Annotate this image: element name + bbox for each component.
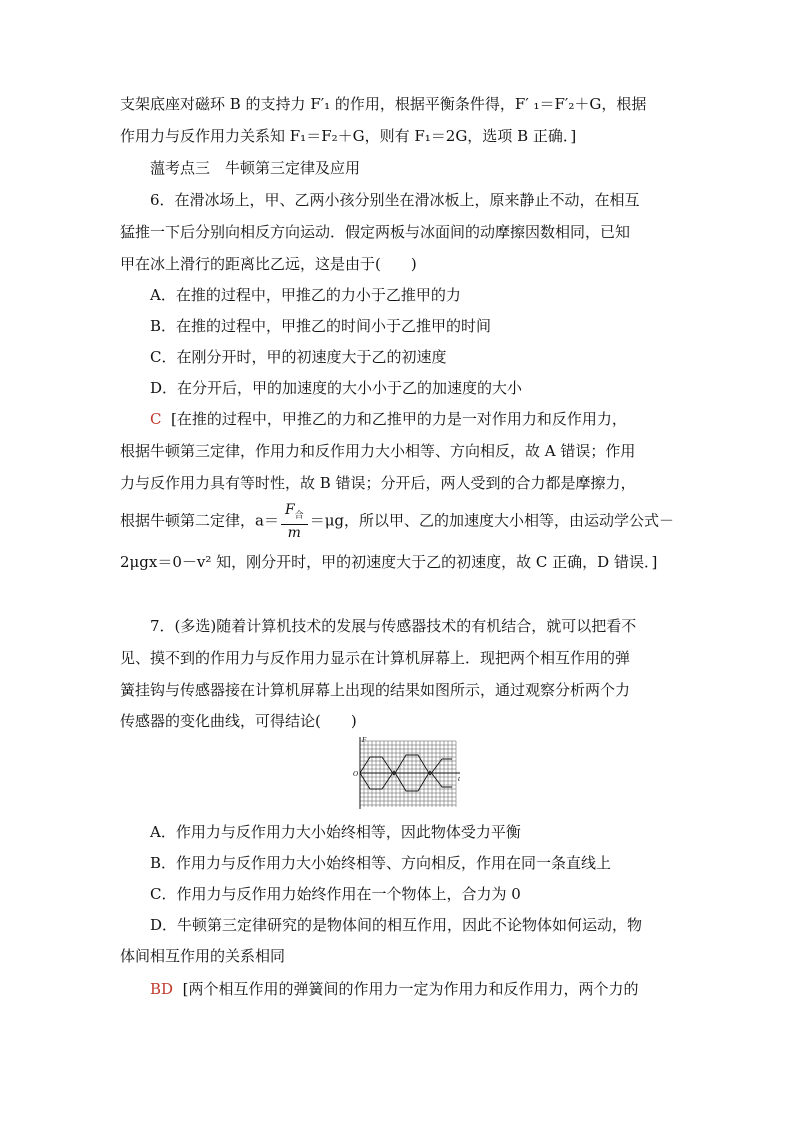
origin-label: O	[353, 770, 359, 778]
x-axis-label: t	[458, 775, 460, 783]
section-heading: 薀考点三 牛顿第三定律及应用	[150, 159, 361, 177]
text-line-2: 作用力与反作用力关系知 F₁＝F₂＋G，则有 F₁＝2G，选项 B 正确．]	[120, 127, 577, 145]
q7-option-d-line-2: 体间相互作用的关系相同	[120, 947, 286, 965]
q6-option-d: D．在分开后，甲的加速度的大小小于乙的加速度的大小	[150, 379, 523, 397]
q6-option-a: A．在推的过程中，甲推乙的力小于乙推甲的力	[150, 286, 461, 304]
a6-text-4a: 根据牛顿第二定律，a＝	[120, 511, 279, 530]
a7-answer-letter: BD	[150, 980, 174, 998]
q7-option-c: C．作用力与反作用力始终作用在一个物体上，合力为 0	[150, 885, 521, 903]
fraction-numerator-sub: 合	[294, 510, 304, 521]
a6-text-1: [在推的过程中，甲推乙的力和乙推甲的力是一对作用力和反作用力，	[171, 410, 627, 428]
q6-line-3: 甲在冰上滑行的距离比乙远，这是由于( )	[120, 255, 417, 273]
q7-line-1: 7．(多选)随着计算机技术的发展与传感器技术的有机结合，就可以把看不	[150, 617, 637, 635]
q7-line-2: 见、摸不到的作用力与反作用力显示在计算机屏幕上．现把两个相互作用的弹	[120, 649, 631, 667]
q6-option-b: B．在推的过程中，甲推乙的时间小于乙推甲的时间	[150, 317, 492, 335]
a6-line-3: 力与反作用力具有等时性，故 B 错误；分开后，两人受到的合力都是摩擦力，	[120, 474, 636, 492]
a6-line-1	[150, 409, 627, 429]
q6-option-c: C．在刚分开时，甲的初速度大于乙的初速度	[150, 348, 447, 366]
fraction-numerator: F	[284, 502, 295, 518]
fraction-f-over-m	[281, 502, 308, 541]
text-line-1: 支架底座对磁环 B 的支持力 F′₁ 的作用，根据平衡条件得，F′ ₁＝F′₂＋G，根据	[120, 95, 647, 113]
q7-option-a: A．作用力与反作用力大小始终相等，因此物体受力平衡	[150, 823, 521, 841]
q7-option-d-line-1: D．牛顿第三定律研究的是物体间的相互作用，因此不论物体如何运动，物	[150, 916, 643, 934]
q6-line-1: 6．在滑冰场上，甲、乙两小孩分别坐在滑冰板上，原来静止不动，在相互	[150, 191, 640, 209]
q7-line-4: 传感器的变化曲线，可得结论( )	[120, 712, 357, 730]
a6-line-2: 根据牛顿第三定律，作用力和反作用力大小相等、方向相反，故 A 错误；作用	[120, 442, 636, 460]
fraction-denominator: m	[287, 524, 301, 541]
q7-option-b: B．作用力与反作用力大小始终相等、方向相反，作用在同一条直线上	[150, 854, 612, 872]
a7-text-1: [两个相互作用的弹簧间的作用力一定为作用力和反作用力，两个力的	[182, 980, 639, 998]
a6-line-4	[120, 502, 674, 541]
graph-grid	[360, 741, 456, 807]
force-sensor-graph	[352, 735, 462, 811]
y-axis-label: F	[362, 736, 367, 744]
q7-line-3: 簧挂钩与传感器接在计算机屏幕上出现的结果如图所示，通过观察分析两个力	[120, 681, 631, 699]
a6-text-4b: ＝μg，所以甲、乙的加速度大小相等，由运动学公式－	[309, 511, 675, 530]
a7-line-1	[150, 979, 638, 999]
q6-line-2: 猛推一下后分别向相反方向运动．假定两板与冰面间的动摩擦因数相同，已知	[120, 223, 631, 241]
a6-line-5: 2μgx＝0－v² 知，刚分开时，甲的初速度大于乙的初速度，故 C 正确，D 错误．]	[120, 553, 658, 571]
a6-answer-letter: C	[150, 410, 162, 428]
